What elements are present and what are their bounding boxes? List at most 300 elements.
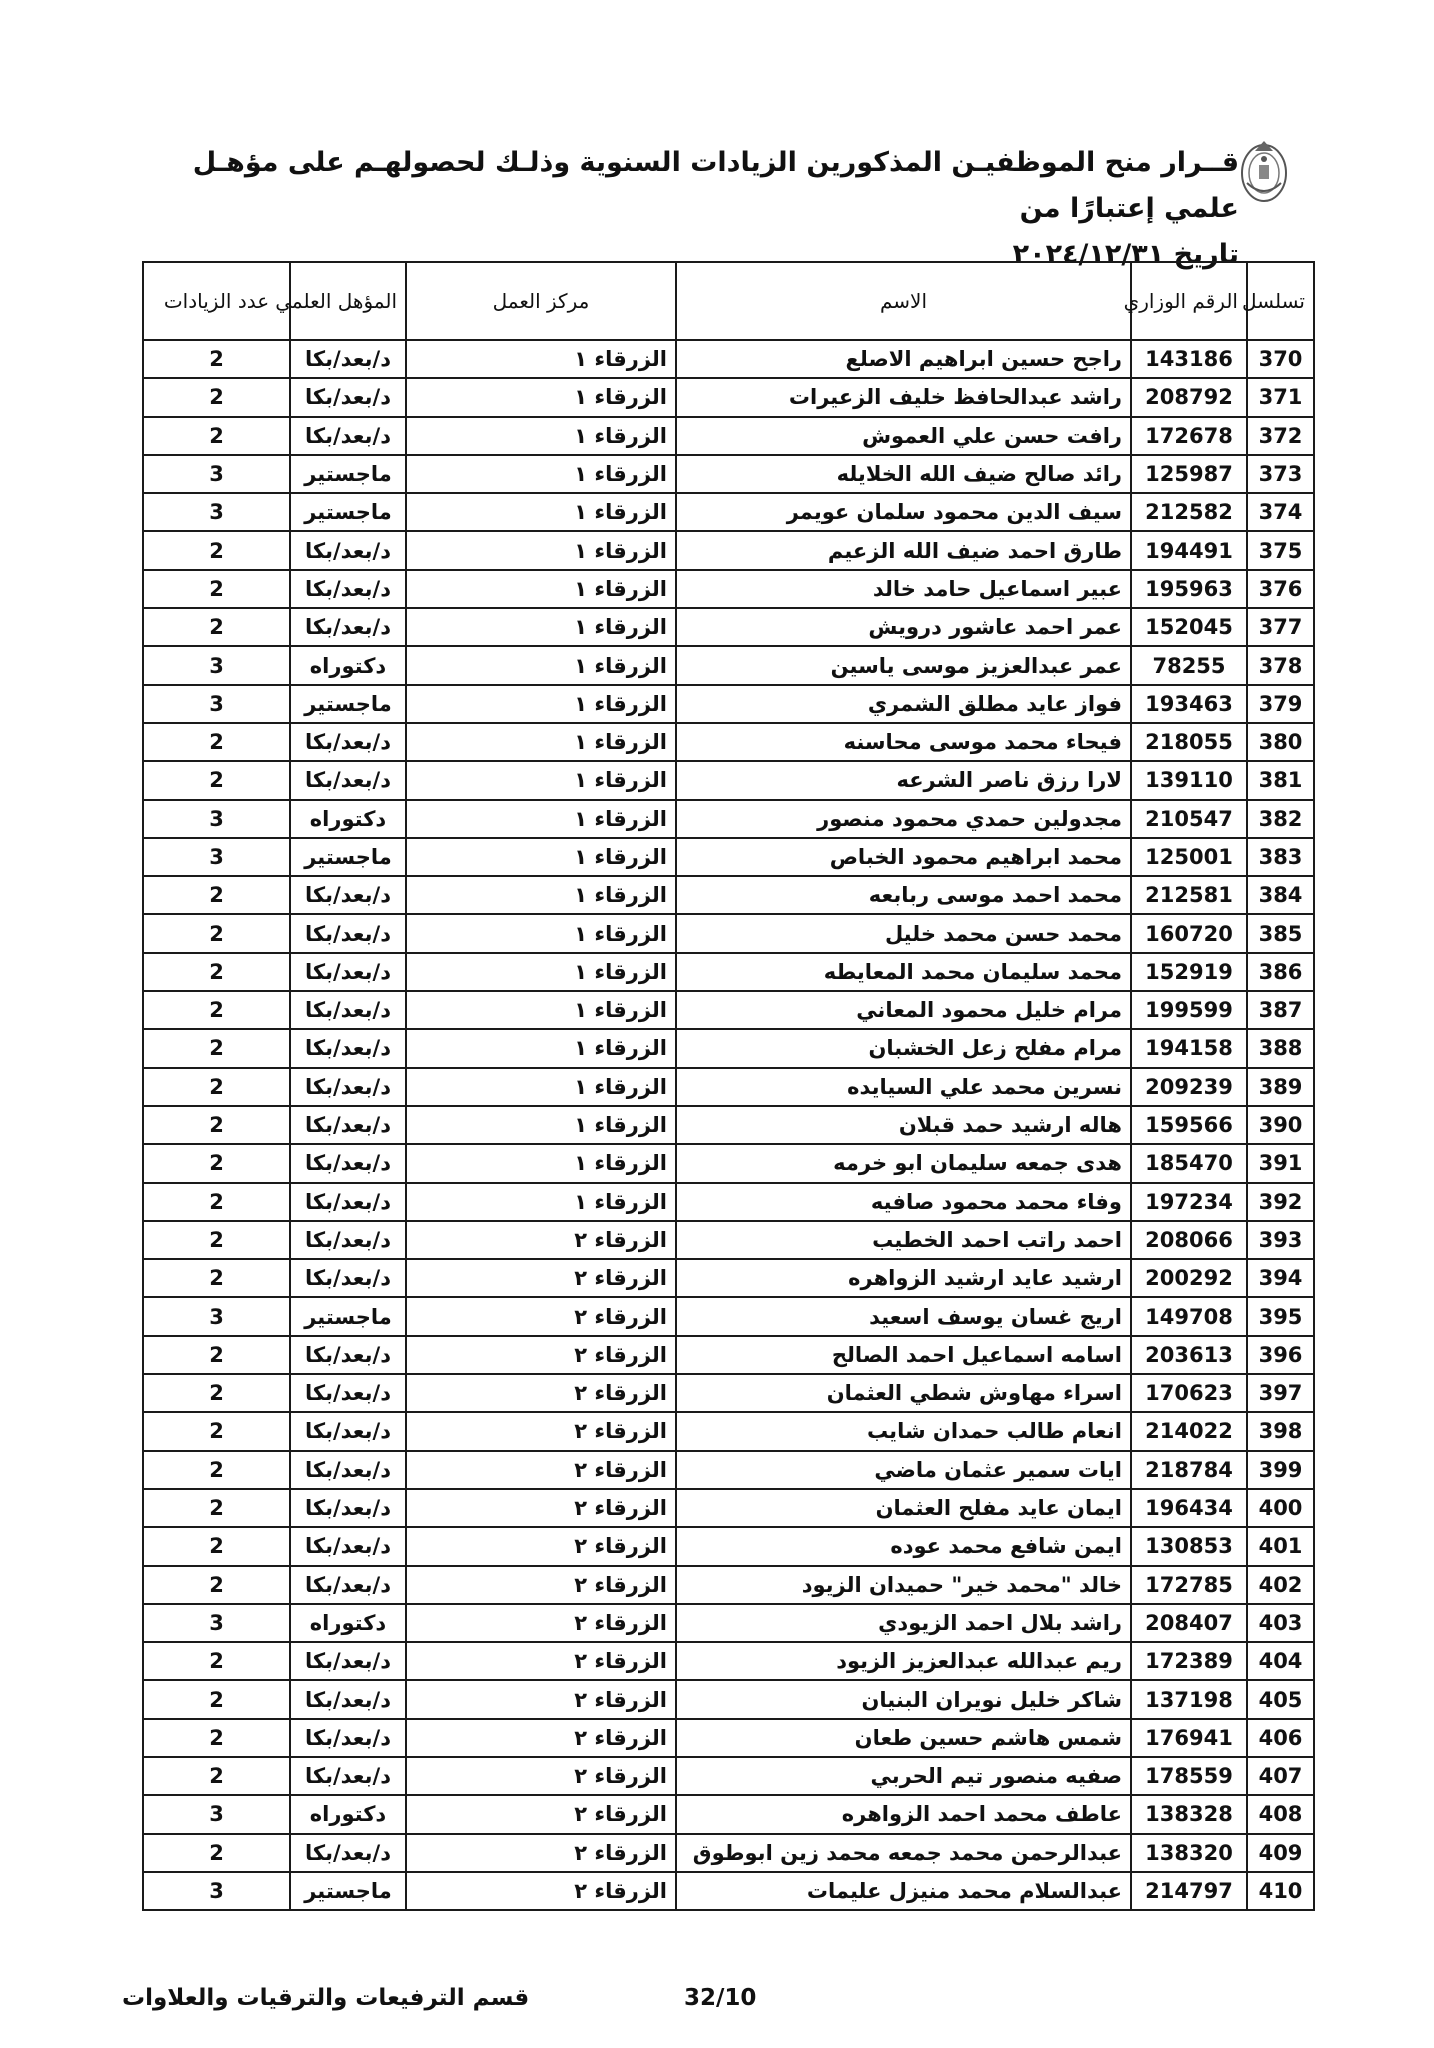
cell-serial: 386 [1247, 953, 1314, 991]
table-row [143, 1412, 1314, 1450]
cell-name: هاله ارشيد حمد قبلان [676, 1106, 1131, 1144]
table-body [143, 340, 1314, 1910]
cell-name: سيف الدين محمود سلمان عويمر [676, 493, 1131, 531]
cell-ministry-number: 200292 [1131, 1259, 1247, 1297]
cell-qualification: د/بعد/بكا [290, 1757, 406, 1795]
cell-ministry-number: 138328 [1131, 1795, 1247, 1833]
cell-name: صفيه منصور تيم الحربي [676, 1757, 1131, 1795]
table-row [143, 1719, 1314, 1757]
cell-work-center: الزرقاء ١ [406, 455, 676, 493]
cell-qualification: د/بعد/بكا [290, 531, 406, 569]
cell-ministry-number: 143186 [1131, 340, 1247, 378]
cell-work-center: الزرقاء ١ [406, 761, 676, 799]
table-row [143, 1834, 1314, 1872]
title-line-1: قــرار منح الموظفيـن المذكورين الزيادات السنوية وذلـك لحصولهـم على مؤهـل علمي إعتبارًا من [192, 147, 1239, 224]
table-row [143, 1489, 1314, 1527]
table-row [143, 1183, 1314, 1221]
cell-work-center: الزرقاء ١ [406, 493, 676, 531]
cell-work-center: الزرقاء ١ [406, 800, 676, 838]
header-qualification: المؤهل العلمي [290, 262, 406, 340]
cell-increments: 3 [143, 838, 290, 876]
cell-name: خالد "محمد خير" حميدان الزيود [676, 1566, 1131, 1604]
cell-name: اريج غسان يوسف اسعيد [676, 1297, 1131, 1335]
cell-increments: 3 [143, 646, 290, 684]
cell-serial: 374 [1247, 493, 1314, 531]
cell-qualification: د/بعد/بكا [290, 1680, 406, 1718]
table-row [143, 991, 1314, 1029]
cell-qualification: د/بعد/بكا [290, 1221, 406, 1259]
cell-name: ايمن شافع محمد عوده [676, 1527, 1131, 1565]
cell-serial: 391 [1247, 1144, 1314, 1182]
table-row [143, 723, 1314, 761]
cell-increments: 2 [143, 1183, 290, 1221]
cell-qualification: د/بعد/بكا [290, 1029, 406, 1067]
jordan-emblem-icon [1237, 135, 1291, 205]
cell-name: طارق احمد ضيف الله الزعيم [676, 531, 1131, 569]
cell-name: مرام مفلح زعل الخشبان [676, 1029, 1131, 1067]
cell-increments: 2 [143, 1834, 290, 1872]
cell-increments: 3 [143, 1872, 290, 1910]
title-line-2: تاريخ ٢٠٢٤/١٢/٣١ [1012, 239, 1239, 270]
table-row [143, 1680, 1314, 1718]
cell-increments: 2 [143, 1068, 290, 1106]
cell-ministry-number: 195963 [1131, 570, 1247, 608]
cell-work-center: الزرقاء ٢ [406, 1680, 676, 1718]
cell-serial: 387 [1247, 991, 1314, 1029]
cell-serial: 408 [1247, 1795, 1314, 1833]
cell-ministry-number: 172785 [1131, 1566, 1247, 1604]
cell-work-center: الزرقاء ٢ [406, 1374, 676, 1412]
cell-qualification: دكتوراه [290, 800, 406, 838]
cell-increments: 2 [143, 1642, 290, 1680]
table-row [143, 608, 1314, 646]
cell-qualification: د/بعد/بكا [290, 608, 406, 646]
cell-ministry-number: 78255 [1131, 646, 1247, 684]
cell-work-center: الزرقاء ٢ [406, 1566, 676, 1604]
table-row [143, 1068, 1314, 1106]
cell-name: انعام طالب حمدان شايب [676, 1412, 1131, 1450]
cell-increments: 2 [143, 1489, 290, 1527]
table-row [143, 685, 1314, 723]
cell-increments: 3 [143, 455, 290, 493]
cell-ministry-number: 214022 [1131, 1412, 1247, 1450]
cell-qualification: د/بعد/بكا [290, 723, 406, 761]
cell-name: لارا رزق ناصر الشرعه [676, 761, 1131, 799]
cell-ministry-number: 208407 [1131, 1604, 1247, 1642]
cell-work-center: الزرقاء ١ [406, 1144, 676, 1182]
cell-name: عمر عبدالعزيز موسى ياسين [676, 646, 1131, 684]
cell-qualification: د/بعد/بكا [290, 1719, 406, 1757]
cell-work-center: الزرقاء ١ [406, 991, 676, 1029]
table-row [143, 1642, 1314, 1680]
table-row [143, 340, 1314, 378]
cell-name: محمد ابراهيم محمود الخباص [676, 838, 1131, 876]
cell-qualification: د/بعد/بكا [290, 953, 406, 991]
cell-qualification: د/بعد/بكا [290, 417, 406, 455]
cell-serial: 393 [1247, 1221, 1314, 1259]
header-work-center: مركز العمل [406, 262, 676, 340]
cell-increments: 2 [143, 1757, 290, 1795]
cell-name: ريم عبدالله عبدالعزيز الزيود [676, 1642, 1131, 1680]
cell-serial: 384 [1247, 876, 1314, 914]
cell-qualification: د/بعد/بكا [290, 570, 406, 608]
cell-increments: 2 [143, 1680, 290, 1718]
cell-qualification: د/بعد/بكا [290, 340, 406, 378]
cell-ministry-number: 193463 [1131, 685, 1247, 723]
cell-name: احمد راتب احمد الخطيب [676, 1221, 1131, 1259]
cell-increments: 2 [143, 608, 290, 646]
cell-qualification: دكتوراه [290, 1604, 406, 1642]
cell-increments: 2 [143, 570, 290, 608]
header-ministry-number: الرقم الوزاري [1131, 262, 1247, 340]
cell-name: ايات سمير عثمان ماضي [676, 1451, 1131, 1489]
cell-name: مجدولين حمدي محمود منصور [676, 800, 1131, 838]
cell-increments: 2 [143, 1106, 290, 1144]
cell-work-center: الزرقاء ٢ [406, 1642, 676, 1680]
cell-increments: 2 [143, 378, 290, 416]
cell-increments: 3 [143, 1297, 290, 1335]
cell-qualification: د/بعد/بكا [290, 1642, 406, 1680]
cell-serial: 410 [1247, 1872, 1314, 1910]
cell-serial: 379 [1247, 685, 1314, 723]
cell-name: هدى جمعه سليمان ابو خرمه [676, 1144, 1131, 1182]
cell-qualification: د/بعد/بكا [290, 1489, 406, 1527]
cell-ministry-number: 178559 [1131, 1757, 1247, 1795]
cell-work-center: الزرقاء ١ [406, 723, 676, 761]
cell-qualification: د/بعد/بكا [290, 1834, 406, 1872]
cell-qualification: د/بعد/بكا [290, 1259, 406, 1297]
cell-serial: 380 [1247, 723, 1314, 761]
cell-work-center: الزرقاء ٢ [406, 1719, 676, 1757]
cell-name: عبير اسماعيل حامد خالد [676, 570, 1131, 608]
cell-increments: 2 [143, 1336, 290, 1374]
cell-ministry-number: 214797 [1131, 1872, 1247, 1910]
cell-qualification: ماجستير [290, 838, 406, 876]
cell-qualification: د/بعد/بكا [290, 1106, 406, 1144]
cell-ministry-number: 137198 [1131, 1680, 1247, 1718]
cell-work-center: الزرقاء ١ [406, 1068, 676, 1106]
cell-serial: 372 [1247, 417, 1314, 455]
cell-serial: 406 [1247, 1719, 1314, 1757]
cell-serial: 371 [1247, 378, 1314, 416]
table-row [143, 876, 1314, 914]
cell-serial: 395 [1247, 1297, 1314, 1335]
cell-name: عبدالسلام محمد منيزل عليمات [676, 1872, 1131, 1910]
table-row [143, 800, 1314, 838]
table-row [143, 378, 1314, 416]
cell-increments: 2 [143, 953, 290, 991]
cell-increments: 2 [143, 761, 290, 799]
cell-qualification: د/بعد/بكا [290, 1412, 406, 1450]
table-row [143, 455, 1314, 493]
cell-serial: 390 [1247, 1106, 1314, 1144]
cell-serial: 373 [1247, 455, 1314, 493]
cell-increments: 2 [143, 1412, 290, 1450]
cell-serial: 401 [1247, 1527, 1314, 1565]
cell-qualification: ماجستير [290, 455, 406, 493]
table-row [143, 838, 1314, 876]
cell-work-center: الزرقاء ٢ [406, 1489, 676, 1527]
cell-increments: 2 [143, 1221, 290, 1259]
cell-work-center: الزرقاء ١ [406, 1183, 676, 1221]
cell-name: راشد عبدالحافظ خليف الزعيرات [676, 378, 1131, 416]
cell-ministry-number: 170623 [1131, 1374, 1247, 1412]
cell-name: عبدالرحمن محمد جمعه محمد زين ابوطوق [676, 1834, 1131, 1872]
cell-ministry-number: 139110 [1131, 761, 1247, 799]
table-row [143, 1795, 1314, 1833]
cell-qualification: د/بعد/بكا [290, 1451, 406, 1489]
cell-ministry-number: 149708 [1131, 1297, 1247, 1335]
cell-ministry-number: 138320 [1131, 1834, 1247, 1872]
cell-work-center: الزرقاء ٢ [406, 1412, 676, 1450]
cell-serial: 404 [1247, 1642, 1314, 1680]
cell-qualification: ماجستير [290, 1297, 406, 1335]
cell-increments: 2 [143, 1374, 290, 1412]
cell-serial: 400 [1247, 1489, 1314, 1527]
table-row [143, 914, 1314, 952]
cell-name: نسرين محمد علي السيايده [676, 1068, 1131, 1106]
cell-qualification: دكتوراه [290, 646, 406, 684]
cell-work-center: الزرقاء ١ [406, 608, 676, 646]
table-header-row [143, 262, 1314, 340]
cell-ministry-number: 208066 [1131, 1221, 1247, 1259]
table-row [143, 1029, 1314, 1067]
cell-ministry-number: 152919 [1131, 953, 1247, 991]
table-row [143, 1566, 1314, 1604]
cell-ministry-number: 159566 [1131, 1106, 1247, 1144]
cell-qualification: دكتوراه [290, 1795, 406, 1833]
table-row [143, 1374, 1314, 1412]
cell-name: اسامه اسماعيل احمد الصالح [676, 1336, 1131, 1374]
cell-ministry-number: 196434 [1131, 1489, 1247, 1527]
cell-serial: 407 [1247, 1757, 1314, 1795]
cell-qualification: د/بعد/بكا [290, 761, 406, 799]
cell-increments: 2 [143, 340, 290, 378]
cell-ministry-number: 203613 [1131, 1336, 1247, 1374]
cell-qualification: د/بعد/بكا [290, 1374, 406, 1412]
cell-ministry-number: 172389 [1131, 1642, 1247, 1680]
cell-name: عمر احمد عاشور درويش [676, 608, 1131, 646]
cell-increments: 2 [143, 1029, 290, 1067]
header-serial: تسلسل [1247, 262, 1314, 340]
cell-serial: 375 [1247, 531, 1314, 569]
cell-serial: 383 [1247, 838, 1314, 876]
cell-increments: 3 [143, 1604, 290, 1642]
cell-name: راشد بلال احمد الزيودي [676, 1604, 1131, 1642]
cell-serial: 396 [1247, 1336, 1314, 1374]
cell-name: محمد حسن محمد خليل [676, 914, 1131, 952]
table-row [143, 570, 1314, 608]
cell-work-center: الزرقاء ٢ [406, 1221, 676, 1259]
cell-ministry-number: 185470 [1131, 1144, 1247, 1182]
cell-ministry-number: 125987 [1131, 455, 1247, 493]
cell-serial: 405 [1247, 1680, 1314, 1718]
cell-qualification: د/بعد/بكا [290, 1336, 406, 1374]
cell-serial: 409 [1247, 1834, 1314, 1872]
table-row [143, 1451, 1314, 1489]
cell-ministry-number: 210547 [1131, 800, 1247, 838]
cell-serial: 388 [1247, 1029, 1314, 1067]
increments-table [142, 261, 1315, 1911]
cell-ministry-number: 218055 [1131, 723, 1247, 761]
cell-name: شمس هاشم حسين طعان [676, 1719, 1131, 1757]
table-row [143, 417, 1314, 455]
cell-increments: 2 [143, 417, 290, 455]
cell-serial: 389 [1247, 1068, 1314, 1106]
table-row [143, 1604, 1314, 1642]
cell-increments: 2 [143, 723, 290, 761]
cell-work-center: الزرقاء ١ [406, 1106, 676, 1144]
table-row [143, 1144, 1314, 1182]
cell-ministry-number: 199599 [1131, 991, 1247, 1029]
cell-increments: 2 [143, 1566, 290, 1604]
cell-ministry-number: 194491 [1131, 531, 1247, 569]
cell-ministry-number: 218784 [1131, 1451, 1247, 1489]
cell-ministry-number: 125001 [1131, 838, 1247, 876]
cell-increments: 3 [143, 800, 290, 838]
department-name: قسم الترفيعات والترقيات والعلاوات [122, 1985, 530, 2011]
cell-work-center: الزرقاء ١ [406, 838, 676, 876]
cell-increments: 2 [143, 991, 290, 1029]
cell-qualification: د/بعد/بكا [290, 1068, 406, 1106]
cell-qualification: د/بعد/بكا [290, 1566, 406, 1604]
cell-work-center: الزرقاء ١ [406, 340, 676, 378]
cell-increments: 2 [143, 1259, 290, 1297]
cell-ministry-number: 152045 [1131, 608, 1247, 646]
cell-work-center: الزرقاء ٢ [406, 1604, 676, 1642]
cell-name: فواز عايد مطلق الشمري [676, 685, 1131, 723]
cell-ministry-number: 197234 [1131, 1183, 1247, 1221]
cell-ministry-number: 208792 [1131, 378, 1247, 416]
table-row [143, 646, 1314, 684]
cell-serial: 398 [1247, 1412, 1314, 1450]
cell-increments: 3 [143, 1795, 290, 1833]
cell-ministry-number: 209239 [1131, 1068, 1247, 1106]
cell-qualification: د/بعد/بكا [290, 378, 406, 416]
cell-work-center: الزرقاء ١ [406, 531, 676, 569]
cell-serial: 399 [1247, 1451, 1314, 1489]
cell-work-center: الزرقاء ١ [406, 646, 676, 684]
cell-increments: 2 [143, 1719, 290, 1757]
cell-work-center: الزرقاء ١ [406, 953, 676, 991]
cell-qualification: د/بعد/بكا [290, 1527, 406, 1565]
cell-qualification: ماجستير [290, 493, 406, 531]
cell-serial: 385 [1247, 914, 1314, 952]
cell-name: وفاء محمد محمود صافيه [676, 1183, 1131, 1221]
header-increments: عدد الزيادات [143, 262, 290, 340]
cell-name: محمد احمد موسى ربابعه [676, 876, 1131, 914]
cell-name: محمد سليمان محمد المعايطه [676, 953, 1131, 991]
cell-ministry-number: 130853 [1131, 1527, 1247, 1565]
cell-increments: 2 [143, 876, 290, 914]
cell-serial: 370 [1247, 340, 1314, 378]
cell-name: اسراء مهاوش شطي العثمان [676, 1374, 1131, 1412]
cell-work-center: الزرقاء ١ [406, 685, 676, 723]
cell-serial: 377 [1247, 608, 1314, 646]
cell-name: مرام خليل محمود المعاني [676, 991, 1131, 1029]
cell-serial: 392 [1247, 1183, 1314, 1221]
cell-work-center: الزرقاء ١ [406, 378, 676, 416]
cell-work-center: الزرقاء ٢ [406, 1795, 676, 1833]
cell-work-center: الزرقاء ٢ [406, 1527, 676, 1565]
cell-ministry-number: 194158 [1131, 1029, 1247, 1067]
table-row [143, 531, 1314, 569]
cell-work-center: الزرقاء ٢ [406, 1834, 676, 1872]
header-name: الاسم [676, 262, 1131, 340]
cell-work-center: الزرقاء ٢ [406, 1336, 676, 1374]
table-row [143, 1259, 1314, 1297]
cell-ministry-number: 172678 [1131, 417, 1247, 455]
cell-work-center: الزرقاء ١ [406, 914, 676, 952]
cell-qualification: ماجستير [290, 685, 406, 723]
cell-name: ايمان عايد مفلح العثمان [676, 1489, 1131, 1527]
cell-increments: 2 [143, 1451, 290, 1489]
cell-name: رائد صالح ضيف الله الخلايله [676, 455, 1131, 493]
cell-serial: 381 [1247, 761, 1314, 799]
cell-name: عاطف محمد احمد الزواهره [676, 1795, 1131, 1833]
cell-increments: 2 [143, 1527, 290, 1565]
cell-ministry-number: 212582 [1131, 493, 1247, 531]
cell-work-center: الزرقاء ١ [406, 570, 676, 608]
cell-serial: 376 [1247, 570, 1314, 608]
table-row [143, 953, 1314, 991]
cell-name: راجح حسين ابراهيم الاصلع [676, 340, 1131, 378]
cell-serial: 402 [1247, 1566, 1314, 1604]
cell-work-center: الزرقاء ٢ [406, 1297, 676, 1335]
cell-work-center: الزرقاء ٢ [406, 1757, 676, 1795]
table-row [143, 761, 1314, 799]
cell-work-center: الزرقاء ٢ [406, 1259, 676, 1297]
cell-name: رافت حسن علي العموش [676, 417, 1131, 455]
cell-name: شاكر خليل نويران البنيان [676, 1680, 1131, 1718]
table-row [143, 493, 1314, 531]
table-row [143, 1336, 1314, 1374]
table-row [143, 1527, 1314, 1565]
cell-qualification: ماجستير [290, 1872, 406, 1910]
cell-name: ارشيد عايد ارشيد الزواهره [676, 1259, 1131, 1297]
cell-name: فيحاء محمد موسى محاسنه [676, 723, 1131, 761]
document-title [159, 140, 1239, 278]
cell-increments: 2 [143, 1144, 290, 1182]
table-row [143, 1106, 1314, 1144]
cell-work-center: الزرقاء ٢ [406, 1451, 676, 1489]
cell-work-center: الزرقاء ١ [406, 417, 676, 455]
cell-ministry-number: 212581 [1131, 876, 1247, 914]
cell-serial: 397 [1247, 1374, 1314, 1412]
cell-qualification: د/بعد/بكا [290, 1183, 406, 1221]
cell-ministry-number: 160720 [1131, 914, 1247, 952]
cell-serial: 378 [1247, 646, 1314, 684]
cell-work-center: الزرقاء ١ [406, 876, 676, 914]
cell-serial: 382 [1247, 800, 1314, 838]
page-number: 32/10 [684, 1985, 757, 2011]
cell-work-center: الزرقاء ١ [406, 1029, 676, 1067]
cell-qualification: د/بعد/بكا [290, 991, 406, 1029]
cell-work-center: الزرقاء ٢ [406, 1872, 676, 1910]
cell-qualification: د/بعد/بكا [290, 876, 406, 914]
cell-qualification: د/بعد/بكا [290, 914, 406, 952]
cell-ministry-number: 176941 [1131, 1719, 1247, 1757]
cell-increments: 2 [143, 914, 290, 952]
cell-serial: 403 [1247, 1604, 1314, 1642]
cell-increments: 3 [143, 493, 290, 531]
table-row [143, 1757, 1314, 1795]
cell-increments: 3 [143, 685, 290, 723]
table-row [143, 1297, 1314, 1335]
cell-increments: 2 [143, 531, 290, 569]
table-row [143, 1221, 1314, 1259]
cell-qualification: د/بعد/بكا [290, 1144, 406, 1182]
